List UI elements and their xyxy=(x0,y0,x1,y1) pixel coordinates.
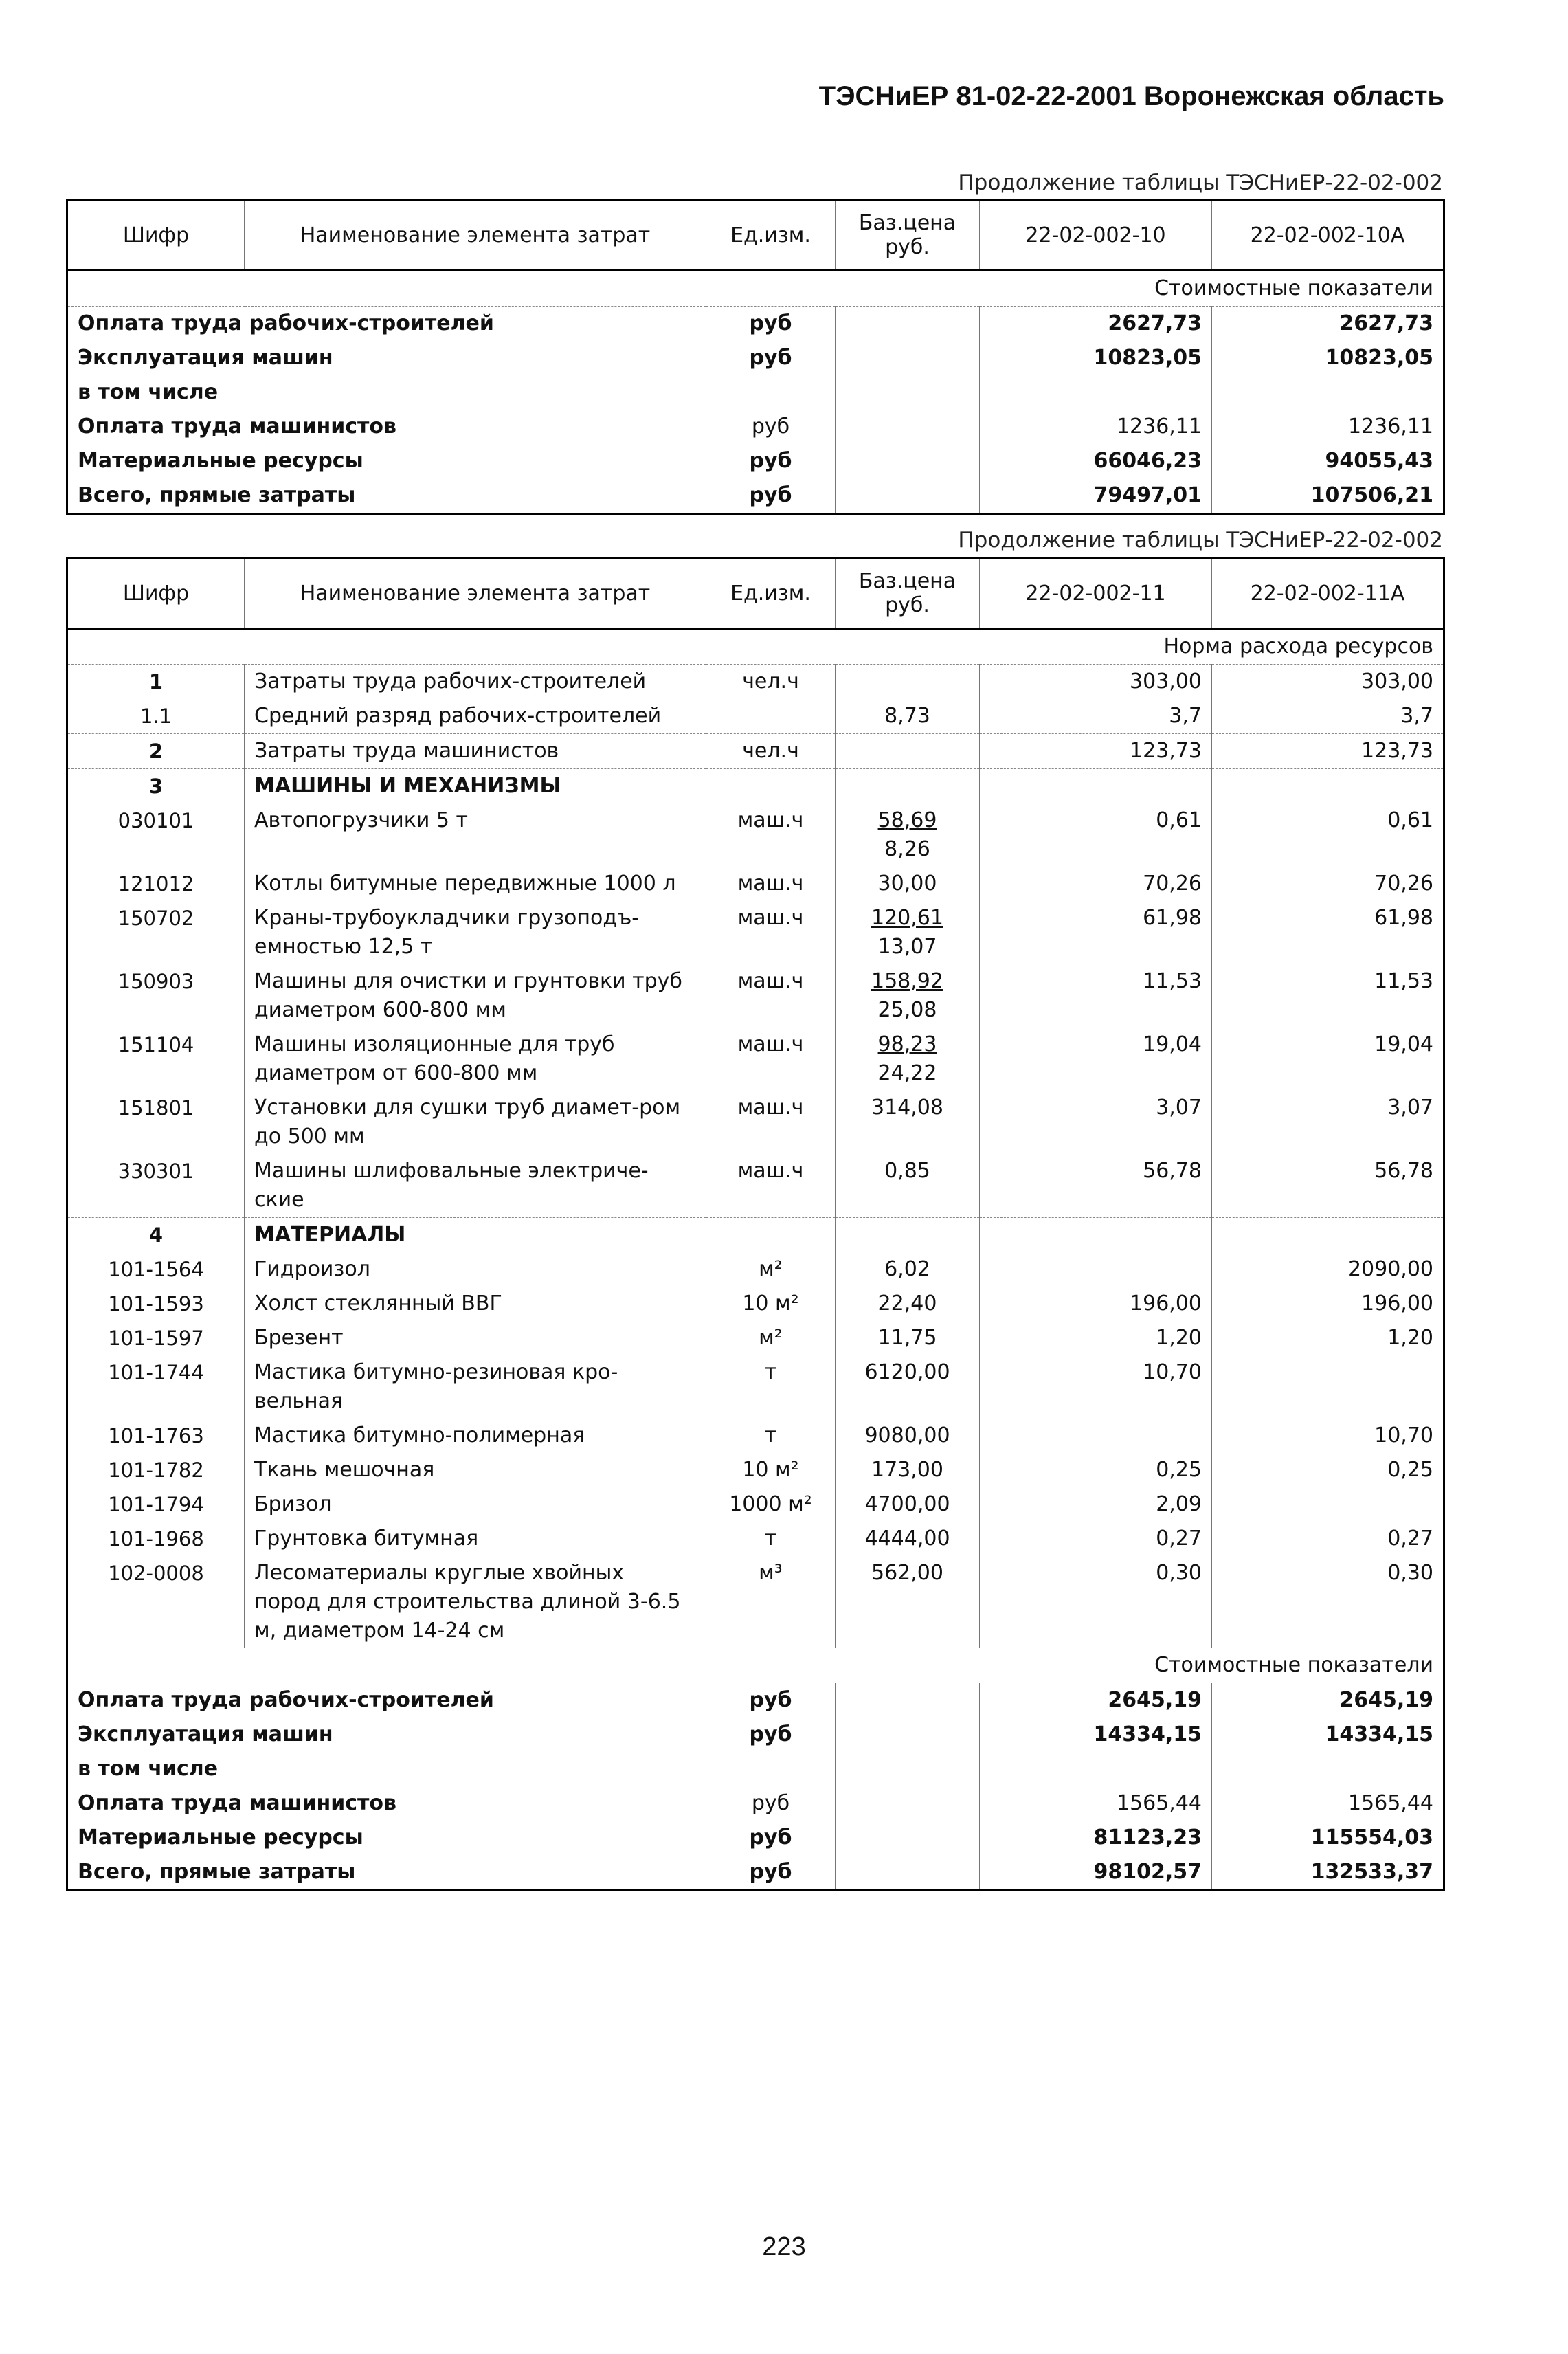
row-name: Затраты труда машинистов xyxy=(245,734,706,769)
row-price-cell xyxy=(836,1752,980,1786)
row-value-2: 0,25 xyxy=(1212,1453,1444,1487)
row-code: 101-1744 xyxy=(108,1361,204,1384)
row-value-2 xyxy=(1212,769,1444,804)
row-value-1: 2645,19 xyxy=(980,1683,1212,1718)
resource-row xyxy=(67,665,1444,700)
summary-row xyxy=(67,444,1444,478)
summary-row xyxy=(67,1718,1444,1752)
row-code: 101-1968 xyxy=(108,1527,204,1551)
row-name: Грунтовка битумная xyxy=(245,1522,706,1556)
row-unit: руб xyxy=(706,410,836,444)
row-unit: маш.ч xyxy=(706,1028,836,1091)
row-code: 1.1 xyxy=(139,704,172,728)
row-price-cell xyxy=(836,1487,980,1522)
row-value-2: 3,7 xyxy=(1212,699,1444,734)
section-label: Стоимостные показатели xyxy=(67,271,1444,307)
row-price: 98,23 xyxy=(877,1032,937,1056)
row-value-1: 81123,23 xyxy=(980,1821,1212,1855)
row-unit: т xyxy=(706,1522,836,1556)
row-value-2: 1565,44 xyxy=(1212,1786,1444,1821)
row-value-2: 56,78 xyxy=(1212,1154,1444,1218)
row-price-cell xyxy=(836,410,980,444)
row-value-1: 2,09 xyxy=(980,1487,1212,1522)
row-name: Мастика битумно-резиновая кро-вельная xyxy=(245,1355,706,1419)
row-price: 0,85 xyxy=(884,1159,930,1183)
row-price-cell xyxy=(836,1252,980,1287)
row-name: Эксплуатация машин xyxy=(78,1722,333,1746)
row-value-1: 66046,23 xyxy=(980,444,1212,478)
row-value-2: 11,53 xyxy=(1212,964,1444,1028)
row-price: 9080,00 xyxy=(864,1423,950,1447)
row-value-1: 123,73 xyxy=(980,734,1212,769)
group-heading-row xyxy=(67,1218,1444,1253)
row-price-cell xyxy=(836,964,980,1028)
row-name: Оплата труда рабочих-строителей xyxy=(78,1688,494,1712)
row-code: 101-1763 xyxy=(108,1424,204,1447)
row-value-1 xyxy=(980,1218,1212,1253)
resource-row xyxy=(67,699,1444,734)
row-price: 158,92 xyxy=(871,969,943,993)
resource-row xyxy=(67,1154,1444,1218)
row-price: 4444,00 xyxy=(864,1526,950,1551)
resource-row xyxy=(67,734,1444,769)
resource-row xyxy=(67,803,1444,867)
table1-header-row xyxy=(67,200,1444,271)
row-price-cell xyxy=(836,699,980,734)
row-value-2: 0,30 xyxy=(1212,1556,1444,1648)
row-unit: руб xyxy=(706,1855,836,1891)
resource-row xyxy=(67,1355,1444,1419)
row-value-1 xyxy=(980,1252,1212,1287)
row-name: Гидроизол xyxy=(245,1252,706,1287)
row-name: Холст стеклянный ВВГ xyxy=(245,1287,706,1321)
row-value-2 xyxy=(1212,1355,1444,1419)
row-price: 8,73 xyxy=(884,704,930,728)
table1 xyxy=(66,199,1445,515)
row-price-cell xyxy=(836,375,980,410)
table2-header-row xyxy=(67,558,1444,629)
col-header-price: Баз.цена руб. xyxy=(836,558,980,629)
row-price-cell xyxy=(836,1453,980,1487)
resource-row xyxy=(67,1252,1444,1287)
row-price-cell xyxy=(836,734,980,769)
row-value-2: 2645,19 xyxy=(1212,1683,1444,1718)
row-unit: маш.ч xyxy=(706,901,836,964)
resource-row xyxy=(67,1028,1444,1091)
row-unit: руб xyxy=(706,1821,836,1855)
row-value-1: 70,26 xyxy=(980,867,1212,901)
row-code: 101-1593 xyxy=(108,1292,204,1315)
row-price-cell xyxy=(836,1028,980,1091)
row-price: 22,40 xyxy=(877,1291,937,1315)
resource-row xyxy=(67,1522,1444,1556)
row-price-secondary: 24,22 xyxy=(877,1061,937,1085)
table1-body xyxy=(67,271,1444,514)
row-value-2: 10823,05 xyxy=(1212,341,1444,375)
table1-caption: Продолжение таблицы ТЭСНиЕР-22-02-002 xyxy=(958,170,1443,195)
row-price-secondary: 13,07 xyxy=(877,935,937,959)
row-price-cell xyxy=(836,769,980,804)
row-price-cell xyxy=(836,901,980,964)
row-value-1: 1236,11 xyxy=(980,410,1212,444)
row-price-cell xyxy=(836,803,980,867)
row-unit: м³ xyxy=(706,1556,836,1648)
row-name: Котлы битумные передвижные 1000 л xyxy=(245,867,706,901)
row-value-1: 10,70 xyxy=(980,1355,1212,1419)
row-name: Машины изоляционные для труб диаметром от 600-800 мм xyxy=(245,1028,706,1091)
row-unit: руб xyxy=(706,1786,836,1821)
row-name: Затраты труда рабочих-строителей xyxy=(245,665,706,700)
row-value-2: 1,20 xyxy=(1212,1321,1444,1355)
section-label: Стоимостные показатели xyxy=(67,1648,1444,1683)
summary-row xyxy=(67,341,1444,375)
row-unit: 1000 м² xyxy=(706,1487,836,1522)
row-value-1: 10823,05 xyxy=(980,341,1212,375)
row-unit xyxy=(706,1218,836,1253)
row-name: МАТЕРИАЛЫ xyxy=(245,1218,706,1253)
row-code: 2 xyxy=(67,734,245,769)
row-value-2: 2090,00 xyxy=(1212,1252,1444,1287)
row-value-1: 1,20 xyxy=(980,1321,1212,1355)
row-price-cell xyxy=(836,341,980,375)
row-unit: маш.ч xyxy=(706,964,836,1028)
row-name: Брезент xyxy=(245,1321,706,1355)
resource-row xyxy=(67,867,1444,901)
row-value-2: 196,00 xyxy=(1212,1287,1444,1321)
row-price-cell xyxy=(836,478,980,514)
row-name: МАШИНЫ И МЕХАНИЗМЫ xyxy=(245,769,706,804)
row-name: Бризол xyxy=(245,1487,706,1522)
row-name: Машины для очистки и грунтовки труб диаметром 600-800 мм xyxy=(245,964,706,1028)
row-value-1 xyxy=(980,1752,1212,1786)
row-name: Эксплуатация машин xyxy=(78,346,333,370)
row-code: 1 xyxy=(67,665,245,700)
page-number: 223 xyxy=(762,2232,806,2261)
resource-row xyxy=(67,1556,1444,1648)
row-code: 4 xyxy=(67,1218,245,1253)
row-value-1: 56,78 xyxy=(980,1154,1212,1218)
row-price-cell xyxy=(836,307,980,342)
row-name: Машины шлифовальные электриче-ские xyxy=(245,1154,706,1218)
summary-row xyxy=(67,1821,1444,1855)
col-header-code: Шифр xyxy=(67,200,245,271)
resource-row xyxy=(67,1287,1444,1321)
row-value-1: 0,61 xyxy=(980,803,1212,867)
row-value-2: 132533,37 xyxy=(1212,1855,1444,1891)
row-value-2: 19,04 xyxy=(1212,1028,1444,1091)
row-value-1: 98102,57 xyxy=(980,1855,1212,1891)
row-code: 3 xyxy=(67,769,245,804)
row-value-1: 2627,73 xyxy=(980,307,1212,342)
row-name: Всего, прямые затраты xyxy=(78,483,356,507)
row-value-2: 303,00 xyxy=(1212,665,1444,700)
row-unit xyxy=(706,375,836,410)
col-header-unit: Ед.изм. xyxy=(706,558,836,629)
row-price-secondary: 25,08 xyxy=(877,998,937,1022)
table2-caption: Продолжение таблицы ТЭСНиЕР-22-02-002 xyxy=(958,528,1443,553)
row-value-1: 0,27 xyxy=(980,1522,1212,1556)
row-price-cell xyxy=(836,867,980,901)
row-unit: руб xyxy=(706,307,836,342)
row-value-1: 3,7 xyxy=(980,699,1212,734)
row-value-2: 123,73 xyxy=(1212,734,1444,769)
row-price-cell xyxy=(836,1154,980,1218)
col-header-price: Баз.цена руб. xyxy=(836,200,980,271)
row-price-cell xyxy=(836,1091,980,1154)
row-value-1: 79497,01 xyxy=(980,478,1212,514)
row-unit: 10 м² xyxy=(706,1287,836,1321)
row-value-1: 196,00 xyxy=(980,1287,1212,1321)
summary-row xyxy=(67,307,1444,342)
row-price-secondary: 8,26 xyxy=(884,837,930,861)
row-unit: м² xyxy=(706,1252,836,1287)
row-value-2: 0,61 xyxy=(1212,803,1444,867)
row-price: 314,08 xyxy=(871,1096,943,1120)
row-value-1: 303,00 xyxy=(980,665,1212,700)
row-name: в том числе xyxy=(78,1757,219,1781)
row-price-cell xyxy=(836,1556,980,1648)
section-row xyxy=(67,1648,1444,1683)
row-unit: т xyxy=(706,1419,836,1453)
row-name: Оплата труда рабочих-строителей xyxy=(78,311,494,335)
row-unit xyxy=(706,1752,836,1786)
group-heading-row xyxy=(67,769,1444,804)
row-name: Оплата труда машинистов xyxy=(78,414,397,438)
row-code: 121012 xyxy=(117,872,194,896)
table2-body xyxy=(67,629,1444,1891)
row-price: 30,00 xyxy=(877,871,937,896)
row-name: Материальные ресурсы xyxy=(78,449,363,473)
summary-row xyxy=(67,478,1444,514)
col-header-name: Наименование элемента затрат xyxy=(245,200,706,271)
row-price-cell xyxy=(836,1218,980,1253)
row-unit: маш.ч xyxy=(706,1091,836,1154)
resource-row xyxy=(67,1091,1444,1154)
row-value-1: 1565,44 xyxy=(980,1786,1212,1821)
row-unit: чел.ч xyxy=(706,734,836,769)
row-name: Ткань мешочная xyxy=(245,1453,706,1487)
col-header-unit: Ед.изм. xyxy=(706,200,836,271)
row-unit: руб xyxy=(706,1683,836,1718)
row-price: 11,75 xyxy=(877,1326,937,1350)
row-value-1: 61,98 xyxy=(980,901,1212,964)
row-unit: маш.ч xyxy=(706,803,836,867)
row-name: Средний разряд рабочих-строителей xyxy=(245,699,706,734)
row-unit: т xyxy=(706,1355,836,1419)
row-value-2: 94055,43 xyxy=(1212,444,1444,478)
row-price-cell xyxy=(836,665,980,700)
row-unit: маш.ч xyxy=(706,1154,836,1218)
row-code: 330301 xyxy=(117,1159,194,1183)
row-unit: руб xyxy=(706,478,836,514)
resource-row xyxy=(67,1321,1444,1355)
row-name: Установки для сушки труб диамет-ром до 500 мм xyxy=(245,1091,706,1154)
row-value-2: 115554,03 xyxy=(1212,1821,1444,1855)
row-price-cell xyxy=(836,1718,980,1752)
row-code: 150702 xyxy=(117,907,194,930)
summary-row xyxy=(67,1752,1444,1786)
row-value-2: 70,26 xyxy=(1212,867,1444,901)
row-name: Лесоматериалы круглые хвойных пород для строительства длиной 3-6.5 м, диаметром 14-24 см xyxy=(245,1556,706,1648)
col-header-name: Наименование элемента затрат xyxy=(245,558,706,629)
row-value-2 xyxy=(1212,1487,1444,1522)
summary-row xyxy=(67,375,1444,410)
row-price: 58,69 xyxy=(877,808,937,832)
row-code: 101-1782 xyxy=(108,1458,204,1482)
row-code: 151104 xyxy=(117,1033,194,1056)
row-value-1 xyxy=(980,1419,1212,1453)
row-price-cell xyxy=(836,1522,980,1556)
summary-row xyxy=(67,1786,1444,1821)
row-price-cell xyxy=(836,1287,980,1321)
row-value-2: 10,70 xyxy=(1212,1419,1444,1453)
row-value-2: 14334,15 xyxy=(1212,1718,1444,1752)
row-price: 4700,00 xyxy=(864,1492,950,1516)
row-unit xyxy=(706,769,836,804)
row-value-2: 3,07 xyxy=(1212,1091,1444,1154)
row-code: 101-1794 xyxy=(108,1493,204,1516)
row-price-cell xyxy=(836,1321,980,1355)
row-code: 151801 xyxy=(117,1096,194,1120)
col-header-v2: 22-02-002-10А xyxy=(1212,200,1444,271)
resource-row xyxy=(67,1419,1444,1453)
row-value-2: 0,27 xyxy=(1212,1522,1444,1556)
row-name: Всего, прямые затраты xyxy=(78,1860,356,1884)
row-unit: руб xyxy=(706,1718,836,1752)
row-value-1: 14334,15 xyxy=(980,1718,1212,1752)
row-value-1: 19,04 xyxy=(980,1028,1212,1091)
row-price-cell xyxy=(836,444,980,478)
table2 xyxy=(66,557,1445,1891)
row-value-1: 3,07 xyxy=(980,1091,1212,1154)
row-name: Краны-трубоукладчики грузоподъ-емностью 12,5 т xyxy=(245,901,706,964)
col-header-v1: 22-02-002-10 xyxy=(980,200,1212,271)
row-name: Оплата труда машинистов xyxy=(78,1791,397,1815)
row-price-cell xyxy=(836,1355,980,1419)
row-name: Автопогрузчики 5 т xyxy=(245,803,706,867)
row-price-cell xyxy=(836,1786,980,1821)
row-unit: руб xyxy=(706,444,836,478)
row-code: 101-1564 xyxy=(108,1258,204,1281)
row-unit: 10 м² xyxy=(706,1453,836,1487)
section-row xyxy=(67,271,1444,307)
row-price-cell xyxy=(836,1683,980,1718)
row-value-2 xyxy=(1212,1218,1444,1253)
row-name: в том числе xyxy=(78,380,219,404)
row-code: 101-1597 xyxy=(108,1326,204,1350)
row-value-2 xyxy=(1212,375,1444,410)
summary-row xyxy=(67,410,1444,444)
row-value-2: 1236,11 xyxy=(1212,410,1444,444)
row-code: 030101 xyxy=(117,809,194,832)
resource-row xyxy=(67,964,1444,1028)
row-price: 120,61 xyxy=(871,906,943,930)
row-price: 562,00 xyxy=(871,1561,943,1585)
col-header-v2: 22-02-002-11А xyxy=(1212,558,1444,629)
row-unit: м² xyxy=(706,1321,836,1355)
row-price: 6,02 xyxy=(884,1257,930,1281)
summary-row xyxy=(67,1855,1444,1891)
resource-row xyxy=(67,1487,1444,1522)
row-unit: маш.ч xyxy=(706,867,836,901)
resource-row xyxy=(67,1453,1444,1487)
section-row xyxy=(67,629,1444,665)
col-header-v1: 22-02-002-11 xyxy=(980,558,1212,629)
row-price: 6120,00 xyxy=(864,1360,950,1384)
row-value-2: 61,98 xyxy=(1212,901,1444,964)
summary-row xyxy=(67,1683,1444,1718)
row-value-1 xyxy=(980,375,1212,410)
row-value-2: 2627,73 xyxy=(1212,307,1444,342)
row-price-cell xyxy=(836,1855,980,1891)
row-code: 102-0008 xyxy=(108,1562,204,1585)
col-header-code: Шифр xyxy=(67,558,245,629)
row-value-1: 11,53 xyxy=(980,964,1212,1028)
row-name: Мастика битумно-полимерная xyxy=(245,1419,706,1453)
row-value-1: 0,25 xyxy=(980,1453,1212,1487)
section-label: Норма расхода ресурсов xyxy=(67,629,1444,665)
row-price-cell xyxy=(836,1419,980,1453)
row-code: 150903 xyxy=(117,970,194,993)
row-unit: чел.ч xyxy=(706,665,836,700)
row-price: 173,00 xyxy=(871,1458,943,1482)
row-value-2: 107506,21 xyxy=(1212,478,1444,514)
row-unit xyxy=(706,699,836,734)
page-title: ТЭСНиЕР 81-02-22-2001 Воронежская область xyxy=(818,81,1444,111)
row-unit: руб xyxy=(706,341,836,375)
row-value-2 xyxy=(1212,1752,1444,1786)
resource-row xyxy=(67,901,1444,964)
row-price-cell xyxy=(836,1821,980,1855)
row-value-1 xyxy=(980,769,1212,804)
row-name: Материальные ресурсы xyxy=(78,1825,363,1850)
row-value-1: 0,30 xyxy=(980,1556,1212,1648)
